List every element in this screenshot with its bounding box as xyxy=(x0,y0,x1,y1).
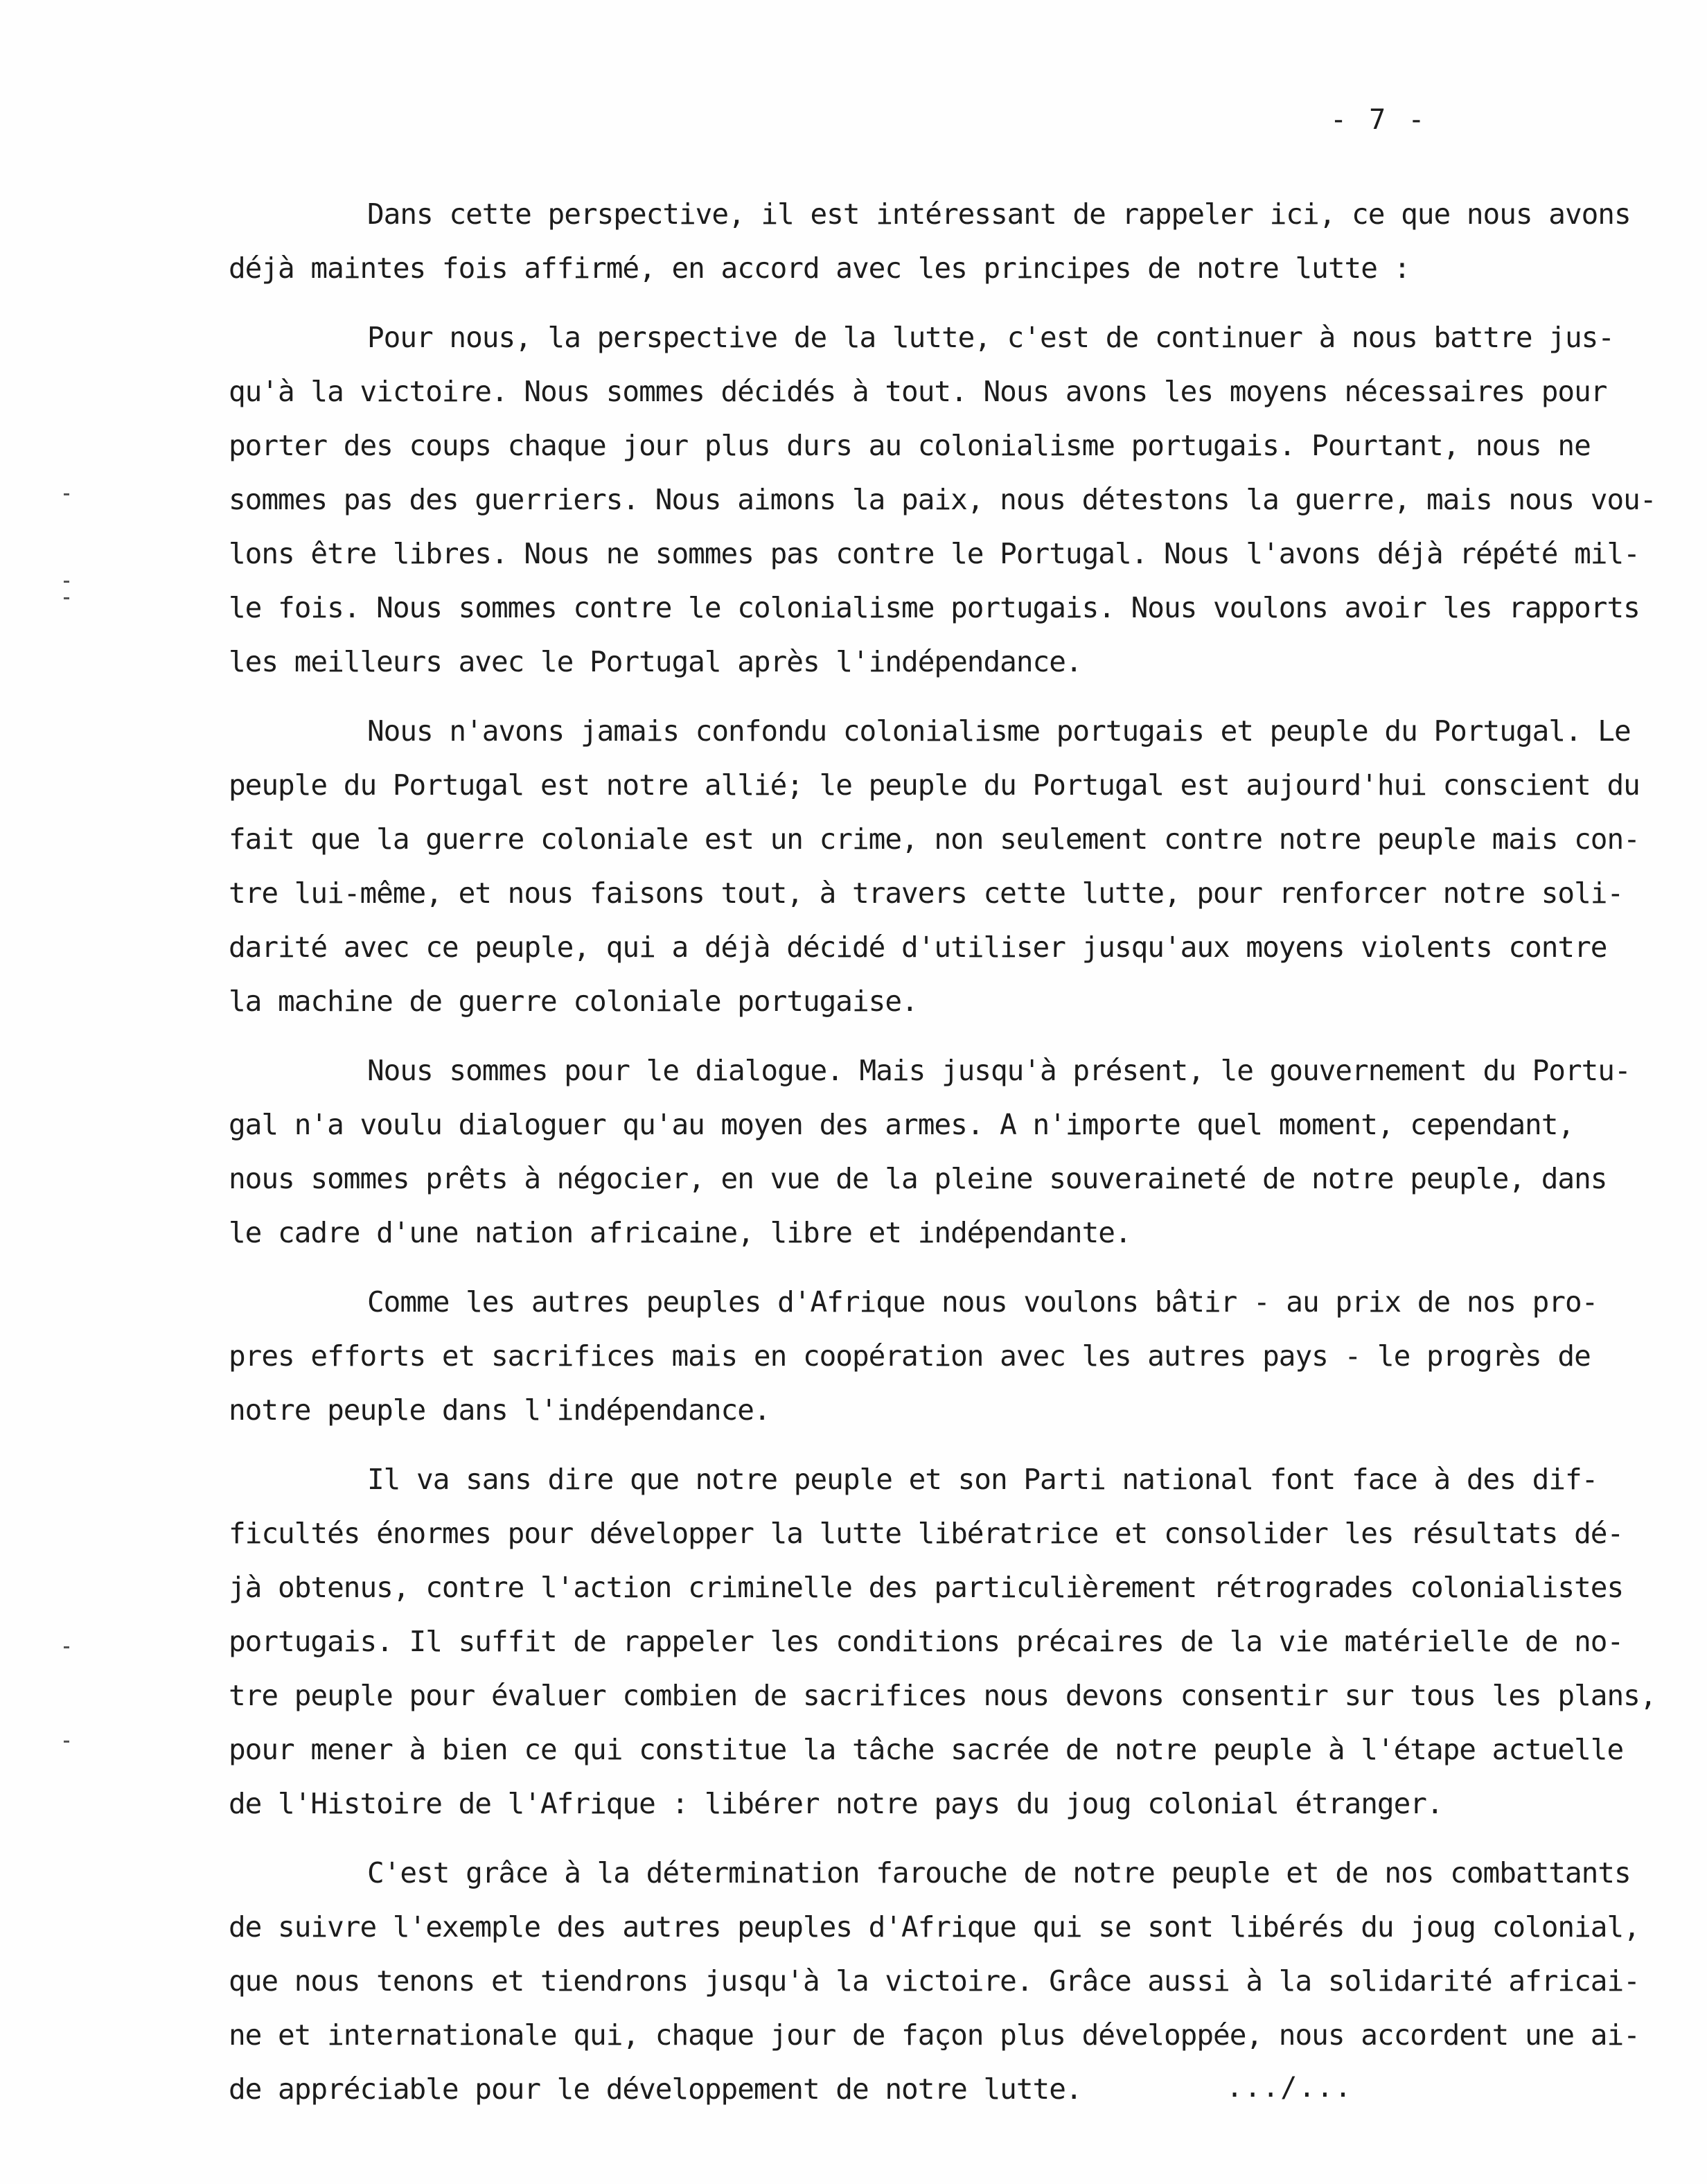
margin-mark xyxy=(64,581,69,583)
text-line: le fois. Nous sommes contre le colonialisme portugais. Nous voulons avoir les rapports xyxy=(229,591,1640,624)
paragraph xyxy=(229,310,1656,689)
paragraph-gap xyxy=(229,1437,1635,1452)
text-line: jà obtenus, contre l'action criminelle des particulièrement rétrogrades colonialistes xyxy=(229,1571,1624,1604)
text-line: de suivre l'exemple des autres peuples d'Afrique qui se sont libérés du joug colonial, xyxy=(229,1910,1640,1944)
paragraph-gap xyxy=(229,689,1635,704)
text-line: porter des coups chaque jour plus durs au colonialisme portugais. Pourtant, nous ne xyxy=(229,429,1591,462)
text-line: ne et internationale qui, chaque jour de façon plus développée, nous accordent une ai- xyxy=(229,2018,1640,2052)
text-line: gal n'a voulu dialoguer qu'au moyen des armes. A n'importe quel moment, cependant, xyxy=(229,1108,1575,1141)
paragraph-gap xyxy=(229,1260,1635,1275)
text-line: de appréciable pour le développement de notre lutte. xyxy=(229,2072,1082,2106)
paragraph xyxy=(229,187,1635,295)
margin-mark xyxy=(64,597,69,599)
text-line: déjà maintes fois affirmé, en accord avec les principes de notre lutte : xyxy=(229,252,1410,285)
text-line: nous sommes prêts à négocier, en vue de la pleine souveraineté de notre peuple, dans xyxy=(229,1162,1607,1195)
text-line: tre peuple pour évaluer combien de sacrifices nous devons consentir sur tous les plans, xyxy=(229,1679,1656,1712)
paragraph xyxy=(229,704,1640,1028)
text-line: tre lui-même, et nous faisons tout, à travers cette lutte, pour renforcer notre soli- xyxy=(229,877,1624,910)
text-line: C'est grâce à la détermination farouche de notre peuple et de nos combattants xyxy=(367,1856,1631,1890)
text-line: fait que la guerre coloniale est un crime, non seulement contre notre peuple mais con- xyxy=(229,822,1640,856)
text-line: pres efforts et sacrifices mais en coopération avec les autres pays - le progrès de xyxy=(229,1339,1591,1373)
text-line: Il va sans dire que notre peuple et son Parti national font face à des dif- xyxy=(367,1463,1598,1496)
paragraph xyxy=(229,1275,1635,1437)
text-line: darité avec ce peuple, qui a déjà décidé d'utiliser jusqu'aux moyens violents contre xyxy=(229,931,1607,964)
continuation-marker: .../... xyxy=(1226,2072,1353,2104)
paragraph-gap xyxy=(229,1831,1635,1846)
paragraph xyxy=(229,1043,1635,1260)
text-line: peuple du Portugal est notre allié; le peuple du Portugal est aujourd'hui conscient du xyxy=(229,768,1640,802)
text-line: pour mener à bien ce qui constitue la tâche sacrée de notre peuple à l'étape actuelle xyxy=(229,1733,1624,1766)
text-line: portugais. Il suffit de rappeler les conditions précaires de la vie matérielle de no- xyxy=(229,1625,1624,1658)
text-line: la machine de guerre coloniale portugaise. xyxy=(229,985,918,1018)
text-line: notre peuple dans l'indépendance. xyxy=(229,1393,770,1427)
text-line: les meilleurs avec le Portugal après l'indépendance. xyxy=(229,645,1082,678)
margin-mark xyxy=(64,493,69,495)
text-line: sommes pas des guerriers. Nous aimons la paix, nous détestons la guerre, mais nous vou- xyxy=(229,483,1656,516)
margin-mark xyxy=(64,1741,69,1743)
text-line: le cadre d'une nation africaine, libre et indépendante. xyxy=(229,1216,1131,1249)
text-line: Nous n'avons jamais confondu colonialisme portugais et peuple du Portugal. Le xyxy=(367,714,1631,748)
text-line: Dans cette perspective, il est intéressant de rappeler ici, ce que nous avons xyxy=(367,197,1631,231)
margin-mark xyxy=(64,1646,69,1648)
paragraph-gap xyxy=(229,295,1635,310)
page-number: - 7 - xyxy=(1330,104,1428,136)
text-line: Nous sommes pour le dialogue. Mais jusqu'à présent, le gouvernement du Portu- xyxy=(367,1054,1631,1087)
paragraph xyxy=(229,1846,1640,2116)
text-line: qu'à la victoire. Nous sommes décidés à tout. Nous avons les moyens nécessaires pour xyxy=(229,375,1607,408)
document-body xyxy=(229,187,1656,2116)
text-line: lons être libres. Nous ne sommes pas contre le Portugal. Nous l'avons déjà répété mil- xyxy=(229,537,1640,570)
text-line: ficultés énormes pour développer la lutte libératrice et consolider les résultats dé- xyxy=(229,1517,1624,1550)
text-line: Pour nous, la perspective de la lutte, c'est de continuer à nous battre jus- xyxy=(367,321,1614,354)
text-line: de l'Histoire de l'Afrique : libérer notre pays du joug colonial étranger. xyxy=(229,1787,1443,1820)
text-line: Comme les autres peuples d'Afrique nous voulons bâtir - au prix de nos pro- xyxy=(367,1285,1598,1319)
paragraph xyxy=(229,1452,1656,1831)
text-line: que nous tenons et tiendrons jusqu'à la victoire. Grâce aussi à la solidarité africai- xyxy=(229,1964,1640,1998)
paragraph-gap xyxy=(229,1028,1635,1043)
